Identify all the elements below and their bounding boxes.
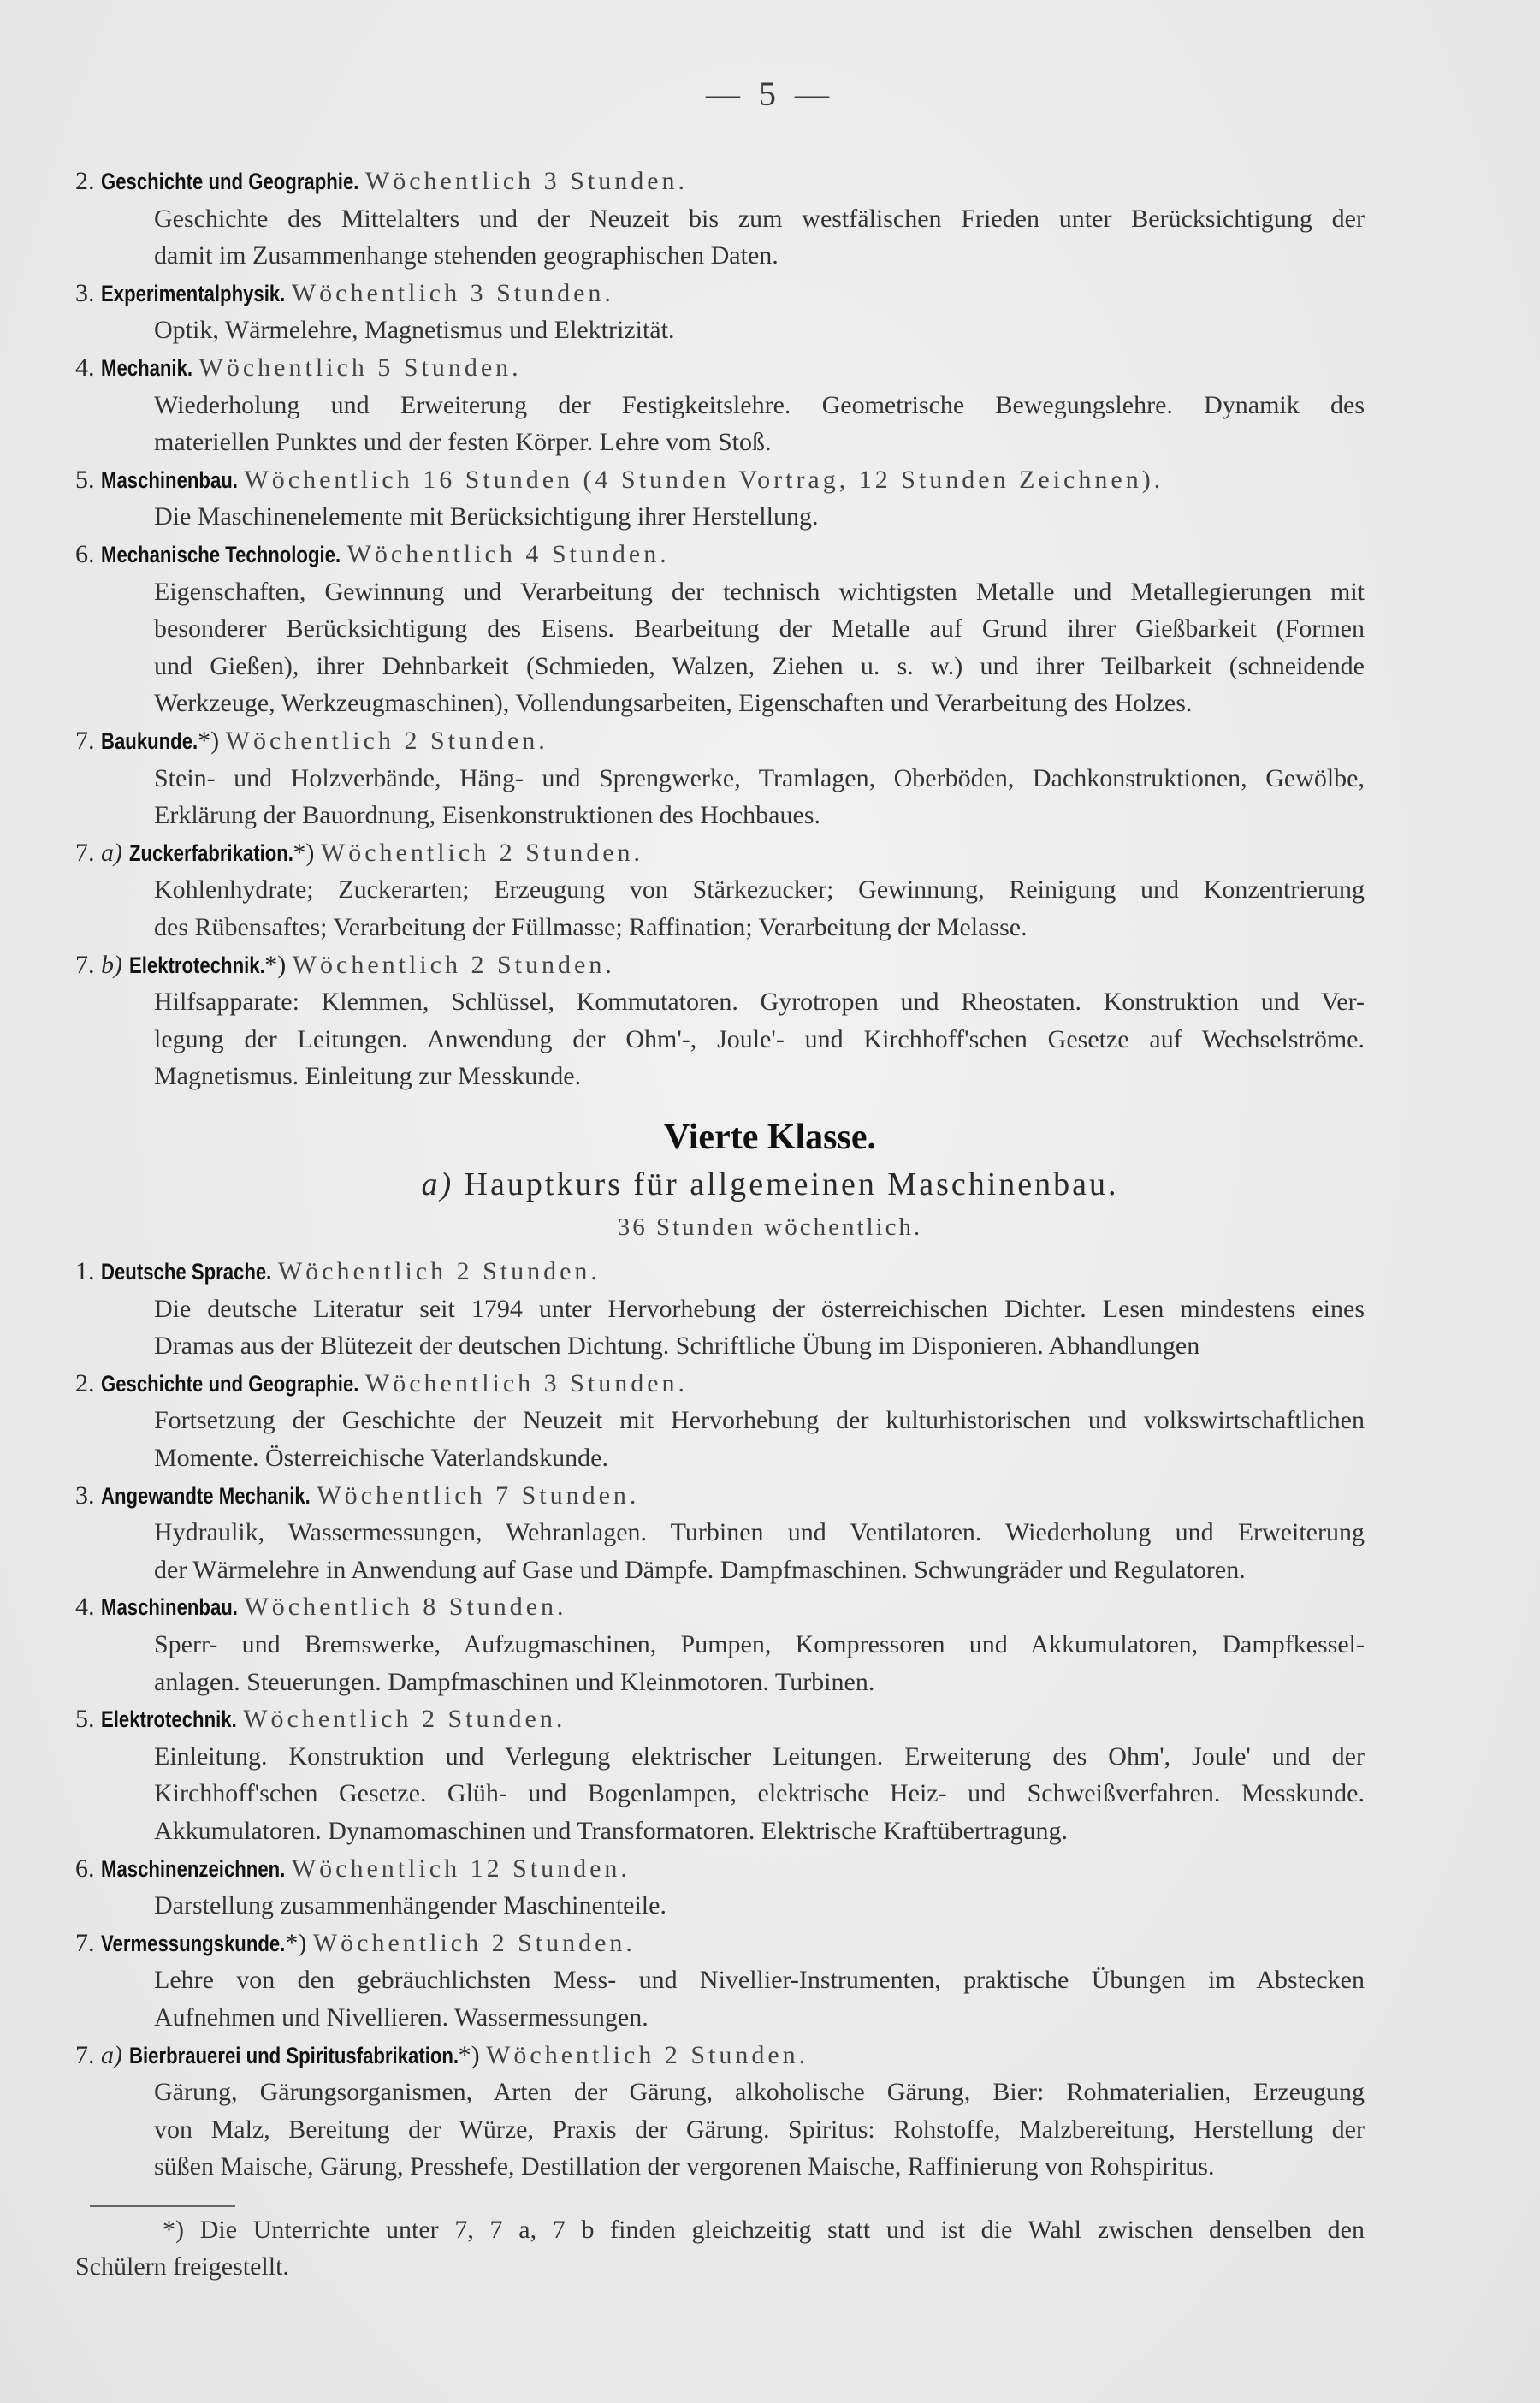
section-title: Zuckerfabrikation. [128,840,293,866]
section-number: 7. [75,838,95,867]
footnote-marker: *) [285,1928,307,1957]
footnote-marker: *) [458,2040,480,2069]
section-number: 4. [75,353,95,382]
section-title: Angewandte Mechanik. [101,1482,311,1509]
section-title: Mechanik. [101,355,193,381]
section-heading [75,1255,601,1289]
section-heading [75,463,1164,497]
section-hours: Wöchentlich 12 Stunden. [291,1854,631,1883]
section-heading [75,276,614,311]
section-title: Vermessungskunde. [101,1930,286,1956]
section-body-line: Fortsetzung der Geschichte der Neuzeit mit Hervorhebung der kulturhistorischen und volkswirtschaftlichen [154,1406,1365,1435]
section-heading [75,836,643,870]
section-hours: Wöchentlich 4 Stunden. [346,540,670,568]
section-body-line: Wiederholung und Erweiterung der Festigkeitslehre. Geometrische Bewegungslehre. Dynamik des [154,390,1365,419]
section-body-line: damit im Zusammenhange stehenden geographischen Daten. [154,241,779,270]
footnote-marker: *) [293,838,315,867]
section-body-line: Lehre von den gebräuchlichsten Mess- und Nivellier-Instrumenten, praktische Übungen im Abstecken [154,1966,1365,1995]
section-heading [75,164,688,199]
section-heading [75,724,548,758]
section-body-line: des Rübensaftes; Verarbeitung der Füllmasse; Raffination; Verarbeitung der Melasse. [154,913,1028,941]
section-number: 5. [75,465,95,494]
section-body-line: Sperr- und Bremswerke, Aufzugmaschinen, Pumpen, Kompressoren und Akkumulatoren, Dampfkessel- [154,1630,1365,1658]
section-number: 7. [75,727,95,755]
section-body-line: Werkzeuge, Werkzeugmaschinen), Vollendungsarbeiten, Eigenschaften und Verarbeitung des Holzes. [154,689,1193,718]
footnote-line: *) Die Unterrichte unter 7, 7 a, 7 b finden gleichzeitig statt und ist die Wahl zwischen denselben den [163,2216,1365,2244]
footnote-rule [90,2205,235,2207]
section-heading [75,1852,631,1886]
section-number: 1. [75,1257,95,1285]
section-title: Mechanische Technologie. [101,542,341,567]
section-body-line: Die deutsche Literatur seit 1794 unter Hervorhebung der österreichischen Dichter. Lesen mindestens eines [154,1294,1365,1323]
section-heading [75,1367,688,1401]
course-heading [0,1166,1540,1203]
section-title: Elektrotechnik. [128,952,265,978]
section-hours: Wöchentlich 3 Stunden. [364,167,689,195]
section-number: 7. [75,1928,95,1957]
section-body-line: der Wärmelehre in Anwendung auf Gase und Dämpfe. Dampfmaschinen. Schwungräder und Regulatoren. [154,1555,1246,1584]
section-body-line: von Malz, Bereitung der Würze, Praxis der Gärung. Spiritus: Rohstoffe, Malzbereitung, Herstellung der [154,2115,1365,2144]
section-number: 2. [75,167,95,195]
section-body-line: und Gießen), ihrer Dehnbarkeit (Schmieden, Walzen, Ziehen u. s. w.) und ihrer Teilbarkeit (schneidende [154,651,1365,680]
section-body-line: anlagen. Steuerungen. Dampfmaschinen und Kleinmotoren. Turbinen. [154,1667,875,1696]
section-letter: a) [101,2040,122,2069]
section-number: 3. [75,1480,95,1510]
section-hours: Wöchentlich 5 Stunden. [198,353,522,382]
section-body-line: Kohlenhydrate; Zuckerarten; Erzeugung von Stärkezucker; Gewinnung, Reinigung und Konzentrierung [154,875,1365,905]
section-number: 5. [75,1705,95,1734]
course-title: Hauptkurs für allgemeinen Maschinenbau. [464,1166,1119,1202]
section-body-line: Die Maschinenelemente mit Berücksichtigung ihrer Herstellung. [154,502,819,531]
section-body-line: Momente. Österreichische Vaterlandskunde. [154,1444,608,1472]
section-hours: Wöchentlich 7 Stunden. [317,1480,640,1510]
section-body-line: Gärung, Gärungsorganismen, Arten der Gärung, alkoholische Gärung, Bier: Rohmaterialien, Erzeugung [154,2078,1365,2107]
section-number: 7. [75,950,95,979]
section-number: 6. [75,540,95,568]
section-heading [75,948,615,982]
section-title: Baukunde. [101,728,198,754]
section-title: Elektrotechnik. [101,1706,237,1733]
section-title: Geschichte und Geographie. [101,169,359,194]
section-number: 6. [75,1854,95,1883]
section-title: Geschichte und Geographie. [101,1370,359,1397]
section-hours: Wöchentlich 3 Stunden. [291,278,614,307]
section-number: 2. [75,1368,95,1397]
section-body-line: Stein- und Holzverbände, Häng- und Sprengwerke, Tramlagen, Oberböden, Dachkonstruktionen, Gewölbe, [154,763,1365,792]
section-hours: Wöchentlich 2 Stunden. [320,838,644,867]
class-heading-title: Vierte Klasse. [663,1118,877,1157]
section-body-line: Darstellung zusammenhängender Maschinenteile. [154,1891,666,1920]
section-title: Bierbrauerei und Spiritusfabrikation. [128,2042,459,2068]
footnote-marker: *) [264,950,287,979]
section-body-line: Eigenschaften, Gewinnung und Verarbeitung der technisch wichtigsten Metalle und Metallegierungen mit [154,577,1365,606]
section-number: 3. [75,278,95,307]
section-body-line: Aufnehmen und Nivellieren. Wassermessungen. [154,2003,649,2032]
section-body-line: Geschichte des Mittelalters und der Neuzeit bis zum westfälischen Frieden unter Berücksichtigung der [154,204,1365,233]
section-body-line: Magnetismus. Einleitung zur Messkunde. [154,1062,582,1091]
section-hours: Wöchentlich 2 Stunden. [225,727,548,755]
section-body-line: Optik, Wärmelehre, Magnetismus und Elektrizität. [154,316,675,345]
footnote-line: Schülern freigestellt. [75,2252,289,2281]
course-letter: a) [421,1166,454,1202]
section-heading [75,351,522,385]
section-heading [75,1926,636,1961]
section-heading [75,537,670,572]
section-heading [75,1479,639,1513]
section-body-line: Akkumulatoren. Dynamomaschinen und Transformatoren. Elektrische Kraftübertragung. [154,1817,1069,1845]
section-body-line: Kirchhoff'schen Gesetze. Glüh- und Bogenlampen, elektrische Heiz- und Schweißverfahren. Messkunde. [154,1779,1365,1808]
section-number: 7. [75,2040,95,2069]
section-heading [75,1590,567,1624]
section-hours: Wöchentlich 2 Stunden. [243,1705,566,1734]
section-title: Maschinenzeichnen. [101,1855,286,1882]
section-hours: Wöchentlich 2 Stunden. [486,2040,809,2069]
section-heading [75,1702,566,1736]
section-title: Experimentalphysik. [101,280,286,306]
section-body-line: Hydraulik, Wassermessungen, Wehranlagen. Turbinen und Ventilatoren. Wiederholung und Erweiterung [154,1518,1365,1547]
section-title: Maschinenbau. [101,1594,238,1621]
section-body-line: Erklärung der Bauordnung, Eisenkonstruktionen des Hochbaues. [154,801,820,830]
section-body-line: süßen Maische, Gärung, Presshefe, Destillation der vergorenen Maische, Raffinierung von Rohspiritus. [154,2152,1215,2181]
section-body-line: Hilfsapparate: Klemmen, Schlüssel, Kommutatoren. Gyrotropen und Rheostaten. Konstruktion und Ver- [154,988,1365,1017]
section-heading [75,2038,808,2073]
section-hours: Wöchentlich 2 Stunden. [312,1928,636,1957]
section-title: Deutsche Sprache. [101,1259,272,1285]
section-hours: Wöchentlich 16 Stunden (4 Stunden Vortrag, 12 Stunden Zeichnen). [244,465,1164,494]
section-body-line: Dramas aus der Blütezeit der deutschen Dichtung. Schriftliche Übung im Disponieren. Abhandlungen [154,1332,1200,1361]
section-body-line: legung der Leitungen. Anwendung der Ohm'-, Joule'- und Kirchhoff'schen Gesetze auf Wechselströme. [154,1024,1365,1053]
page-number: — 5 — [706,74,834,113]
section-letter: b) [101,950,122,979]
total-hours: 36 Stunden wöchentlich. [617,1213,923,1241]
section-hours: Wöchentlich 2 Stunden. [277,1257,601,1285]
section-hours: Wöchentlich 3 Stunden. [364,1368,689,1397]
section-hours: Wöchentlich 2 Stunden. [292,950,615,979]
section-letter: a) [101,838,122,867]
section-hours: Wöchentlich 8 Stunden. [244,1593,567,1622]
section-body-line: Einleitung. Konstruktion und Verlegung elektrischer Leitungen. Erweiterung des Ohm', Joule' und der [154,1741,1365,1771]
footnote-marker: *) [198,727,220,755]
section-body-line: besonderer Berücksichtigung des Eisens. Bearbeitung der Metalle auf Grund ihrer Gießbarkeit (Formen [154,614,1365,644]
section-number: 4. [75,1593,95,1622]
section-body-line: materiellen Punktes und der festen Körper. Lehre vom Stoß. [154,428,772,457]
section-title: Maschinenbau. [101,466,238,493]
